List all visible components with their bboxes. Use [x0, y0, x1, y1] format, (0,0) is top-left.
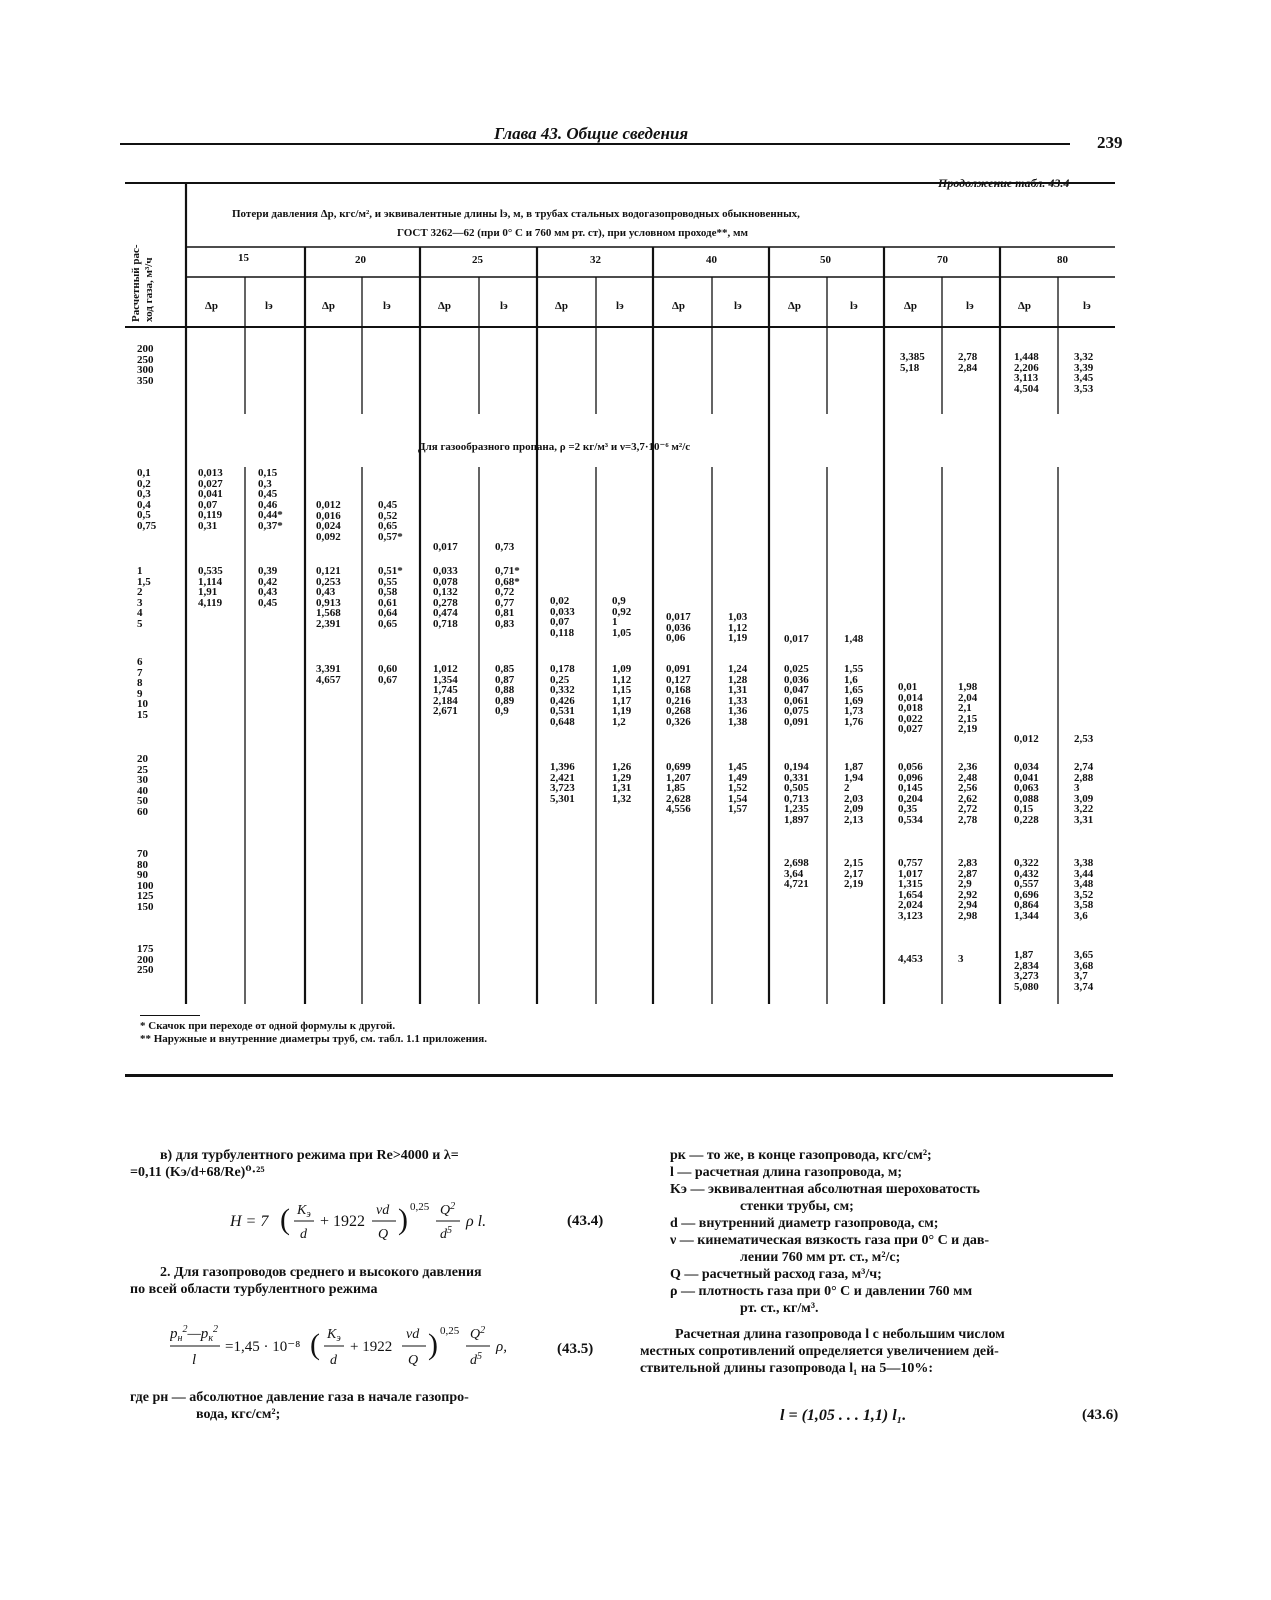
- footnote-2: ** Наружные и внутренние диаметры труб, см. табл. 1.1 приложения.: [140, 1033, 487, 1045]
- def-nu-cont: лении 760 мм рт. ст., м²/с;: [740, 1250, 901, 1265]
- d70-dp-g6: 4,453: [898, 953, 923, 965]
- d80-le-g5: 3,38 3,44 3,48 3,52 3,58 3,6: [1074, 857, 1094, 922]
- d50-dp-g3: 0,025 0,036 0,047 0,061 0,075 0,091: [784, 663, 809, 728]
- page-number: 239: [1097, 133, 1123, 152]
- d80-le-top: 3,32 3,39 3,45 3,53: [1074, 351, 1094, 395]
- diameter-80: 80: [1057, 254, 1068, 266]
- design-length-para-line2: местных сопротивлений определяется увеличением дей-: [640, 1344, 999, 1359]
- footnote-rule: [140, 1015, 200, 1016]
- d32-dp-g4: 1,396 2,421 3,723 5,301: [550, 761, 575, 805]
- running-title: Глава 43. Общие сведения: [494, 124, 689, 143]
- equation-43-6-number: (43.6): [1082, 1407, 1119, 1423]
- def-pk: pк — то же, в конце газопровода, кгс/см²;: [670, 1148, 932, 1163]
- design-length-para-line3: ствительной длины газопровода l₁ на 5—10%:: [640, 1361, 934, 1376]
- d25-le-g1: 0,73: [495, 541, 515, 553]
- d50-dp-g5: 2,698 3,64 4,721: [784, 857, 809, 891]
- def-ke: Kэ — эквивалентная абсолютная шероховатость: [670, 1182, 980, 1197]
- svg-text:(: (: [280, 1203, 290, 1236]
- d80-dp-g6: 1,87 2,834 3,273 5,080: [1014, 949, 1039, 993]
- q-group-5: 70 80 90 100 125 150: [137, 848, 154, 913]
- d32-le-g3: 1,09 1,12 1,15 1,17 1,19 1,2: [612, 663, 632, 728]
- d32-le-g4: 1,26 1,29 1,31 1,32: [612, 761, 632, 805]
- table-title-line2: ГОСТ 3262—62 (при 0° С и 760 мм рт. ст), при условном проходе**, мм: [397, 227, 748, 239]
- diameter-70: 70: [937, 254, 948, 266]
- d25-le-g2: 0,71* 0,68* 0,72 0,77 0,81 0,83: [495, 565, 520, 630]
- diameter-40: 40: [706, 254, 717, 266]
- svg-text:(: (: [310, 1328, 320, 1361]
- svg-text:d: d: [300, 1227, 307, 1242]
- d70-dp-g5: 0,757 1,017 1,315 1,654 2,024 3,123: [898, 857, 923, 922]
- def-ke-cont: стенки трубы, см;: [740, 1199, 854, 1214]
- subhead-le-20: lэ: [383, 300, 391, 312]
- svg-text:d5: $d^5$: [470, 1351, 482, 1368]
- d25-dp-g3: 1,012 1,354 1,745 2,184 2,671: [433, 663, 458, 718]
- d40-le-g2: 1,03 1,12 1,19: [728, 611, 748, 645]
- subhead-le-40: lэ: [734, 300, 742, 312]
- d70-dp-top: 3,385 5,18: [900, 351, 925, 374]
- svg-text:Q: Q: [378, 1227, 389, 1242]
- subhead-dp-50: Δp: [788, 300, 802, 312]
- equation-43-5-number: (43.5): [557, 1341, 594, 1357]
- def-q: Q — расчетный расход газа, м³/ч;: [670, 1267, 882, 1282]
- svg-text:Q2: $Q^2$: [470, 1325, 486, 1342]
- subhead-dp-15: Δp: [205, 300, 219, 312]
- svg-text:d5: $d^5$: [440, 1225, 452, 1242]
- d32-dp-g2: 0,02 0,033 0,07 0,118: [550, 595, 575, 639]
- svg-text:0,25: 0,25: [410, 1201, 430, 1213]
- d80-dp-g4: 0,034 0,041 0,063 0,088 0,15 0,228: [1014, 761, 1039, 826]
- para2-line1: 2. Для газопроводов среднего и высокого давления: [160, 1265, 482, 1280]
- d15-le-g1: 0,15 0,3 0,45 0,46 0,44* 0,37*: [258, 467, 283, 532]
- d70-le-g4: 2,36 2,48 2,56 2,62 2,72 2,78: [958, 761, 978, 826]
- d80-le-g4: 2,74 2,88 3 3,09 3,22 3,31: [1074, 761, 1094, 826]
- d50-le-g5: 2,15 2,17 2,19: [844, 857, 864, 891]
- d40-dp-g2: 0,017 0,036 0,06: [666, 611, 691, 645]
- subhead-dp-20: Δp: [322, 300, 336, 312]
- svg-text:Q: Q: [408, 1353, 419, 1368]
- subhead-dp-70: Δp: [904, 300, 918, 312]
- d20-dp-g1: 0,012 0,016 0,024 0,092: [316, 499, 341, 543]
- subhead-dp-40: Δp: [672, 300, 686, 312]
- d70-dp-g3: 0,01 0,014 0,018 0,022 0,027: [898, 681, 923, 736]
- d50-le-g2: 1,48: [844, 633, 864, 645]
- d25-dp-g1: 0,017: [433, 541, 458, 553]
- diameter-32: 32: [590, 254, 601, 266]
- q-group-1: 0,1 0,2 0,3 0,4 0,5 0,75: [137, 467, 157, 532]
- svg-text:ρ l.: ρ l.: [466, 1213, 487, 1230]
- item-b-line1: в) для турбулентного режима при Re>4000 и λ=: [160, 1148, 459, 1163]
- d50-le-g4: 1,87 1,94 2 2,03 2,09 2,13: [844, 761, 864, 826]
- svg-text:l: l: [192, 1352, 197, 1368]
- subhead-le-50: lэ: [850, 300, 858, 312]
- svg-text:νd: νd: [376, 1203, 390, 1218]
- definitions-list: [670, 1147, 1120, 1317]
- design-length-para-line1: Расчетная длина газопровода l с небольшим числом: [675, 1327, 1005, 1342]
- q-group-4: 20 25 30 40 50 60: [137, 753, 148, 818]
- d32-le-g2: 0,9 0,92 1 1,05: [612, 595, 632, 639]
- svg-text:Kэ: $K_э$: [327, 1327, 341, 1344]
- def-rho-cont: рт. ст., кг/м³.: [740, 1301, 819, 1316]
- d80-dp-g5: 0,322 0,432 0,557 0,696 0,864 1,344: [1014, 857, 1039, 922]
- def-rho: ρ — плотность газа при 0° С и давлении 760 мм: [670, 1284, 973, 1299]
- footnote-1: * Скачок при переходе от одной формулы к другой.: [140, 1020, 396, 1032]
- section-label-propane: Для газообразного пропана, ρ =2 кг/м³ и ν=3,7·10⁻⁶ м²/с: [418, 441, 691, 453]
- table-title-line1: Потери давления Δp, кгс/м², и эквивалентные длины lэ, м, в трубах стальных водогазопроводных обыкновенных,: [232, 208, 800, 220]
- d50-le-g3: 1,55 1,6 1,65 1,69 1,73 1,76: [844, 663, 864, 728]
- d70-dp-g4: 0,056 0,096 0,145 0,204 0,35 0,534: [898, 761, 923, 826]
- row-header-flowrate: Расчетный рас- ход газа, м³/ч: [130, 244, 155, 322]
- d40-le-g4: 1,45 1,49 1,52 1,54 1,57: [728, 761, 748, 816]
- diameter-25: 25: [472, 254, 483, 266]
- equation-43-6: l = (1,05 . . . 1,1) l₁.: [780, 1407, 907, 1424]
- equation-43-4-number: (43.4): [567, 1213, 604, 1229]
- equation-43-4: [230, 1196, 530, 1246]
- q-group-3: 6 7 8 9 10 15: [137, 656, 148, 721]
- svg-text:): ): [428, 1328, 438, 1361]
- d70-le-g3: 1,98 2,04 2,1 2,15 2,19: [958, 681, 978, 736]
- d80-dp-top: 1,448 2,206 3,113 4,504: [1014, 351, 1039, 395]
- svg-text:νd: νd: [406, 1327, 420, 1342]
- svg-text:pн2—pк2: $p_н^2—p_к^2$: [170, 1324, 218, 1344]
- d20-le-g1: 0,45 0,52 0,65 0,57*: [378, 499, 403, 543]
- diameter-15: 15: [238, 252, 249, 264]
- d32-dp-g3: 0,178 0,25 0,332 0,426 0,531 0,648: [550, 663, 575, 728]
- d80-le-g3: 2,53: [1074, 733, 1094, 745]
- d20-le-g3: 0,60 0,67: [378, 663, 398, 686]
- d40-dp-g4: 0,699 1,207 1,85 2,628 4,556: [666, 761, 691, 816]
- item-b-line2: =0,11 (Kэ/d+68/Re)⁰·²⁵: [130, 1165, 265, 1180]
- svg-text:ρ,: ρ,: [496, 1339, 507, 1355]
- subhead-le-80: lэ: [1083, 300, 1091, 312]
- where-line2: вода, кгс/см²;: [196, 1407, 281, 1422]
- data-table: [0, 182, 1271, 1004]
- svg-text:+ 1922: + 1922: [350, 1339, 393, 1355]
- table-end-rule: [125, 1074, 1113, 1077]
- footnotes: [140, 1020, 487, 1046]
- d20-dp-g2: 0,121 0,253 0,43 0,913 1,568 2,391: [316, 565, 341, 630]
- subhead-dp-80: Δp: [1018, 300, 1032, 312]
- d50-dp-g4: 0,194 0,331 0,505 0,713 1,235 1,897: [784, 761, 809, 826]
- where-line1: где pн — абсолютное давление газа в начале газопро-: [130, 1390, 469, 1405]
- d15-dp-g2: 0,535 1,114 1,91 4,119: [198, 565, 223, 609]
- subhead-le-15: lэ: [265, 300, 273, 312]
- q-top: 200 250 300 350: [137, 343, 154, 387]
- subhead-le-70: lэ: [966, 300, 974, 312]
- d20-le-g2: 0,51* 0,55 0,58 0,61 0,64 0,65: [378, 565, 403, 630]
- q-group-2: 1 1,5 2 3 4 5: [137, 565, 151, 630]
- svg-text:+ 1922: + 1922: [320, 1213, 366, 1230]
- d80-le-g6: 3,65 3,68 3,7 3,74: [1074, 949, 1094, 993]
- eq-text: H = 7: [230, 1213, 269, 1230]
- svg-text:Kэ: $K_э$: [297, 1203, 311, 1220]
- d70-le-g5: 2,83 2,87 2,9 2,92 2,94 2,98: [958, 857, 978, 922]
- d80-dp-g3: 0,012: [1014, 733, 1039, 745]
- svg-text:=1,45 · 10⁻⁸: =1,45 · 10⁻⁸: [225, 1339, 301, 1355]
- d15-le-g2: 0,39 0,42 0,43 0,45: [258, 565, 278, 609]
- d70-le-g6: 3: [958, 953, 964, 965]
- diameter-50: 50: [820, 254, 831, 266]
- d40-le-g3: 1,24 1,28 1,31 1,33 1,36 1,38: [728, 663, 748, 728]
- d20-dp-g3: 3,391 4,657: [316, 663, 341, 686]
- table-continuation-label: Продолжение табл. 43.4: [938, 176, 1070, 190]
- svg-text:d: d: [330, 1353, 337, 1368]
- equation-43-4-graphic: [230, 1196, 530, 1246]
- d70-le-top: 2,78 2,84: [958, 351, 978, 374]
- subhead-dp-25: Δp: [438, 300, 452, 312]
- equation-43-5: [170, 1318, 570, 1374]
- d15-dp-g1: 0,013 0,027 0,041 0,07 0,119 0,31: [198, 467, 223, 532]
- header-rule: [120, 143, 1070, 145]
- def-l: l — расчетная длина газопровода, м;: [670, 1165, 903, 1180]
- def-nu: ν — кинематическая вязкость газа при 0° С и дав-: [670, 1233, 990, 1248]
- subhead-le-25: lэ: [500, 300, 508, 312]
- svg-text:): ): [398, 1203, 408, 1236]
- def-d: d — внутренний диаметр газопровода, см;: [670, 1216, 939, 1231]
- equation-43-5-graphic: [170, 1318, 570, 1374]
- d50-dp-g2: 0,017: [784, 633, 809, 645]
- diameter-20: 20: [355, 254, 366, 266]
- d40-dp-g3: 0,091 0,127 0,168 0,216 0,268 0,326: [666, 663, 691, 728]
- q-group-6: 175 200 250: [137, 943, 154, 977]
- subhead-le-32: lэ: [616, 300, 624, 312]
- subhead-dp-32: Δp: [555, 300, 569, 312]
- svg-text:Q2: $Q^2$: [440, 1201, 456, 1218]
- para2-line2: по всей области турбулентного режима: [130, 1282, 378, 1297]
- d25-dp-g2: 0,033 0,078 0,132 0,278 0,474 0,718: [433, 565, 458, 630]
- d25-le-g3: 0,85 0,87 0,88 0,89 0,9: [495, 663, 515, 718]
- svg-text:0,25: 0,25: [440, 1325, 460, 1337]
